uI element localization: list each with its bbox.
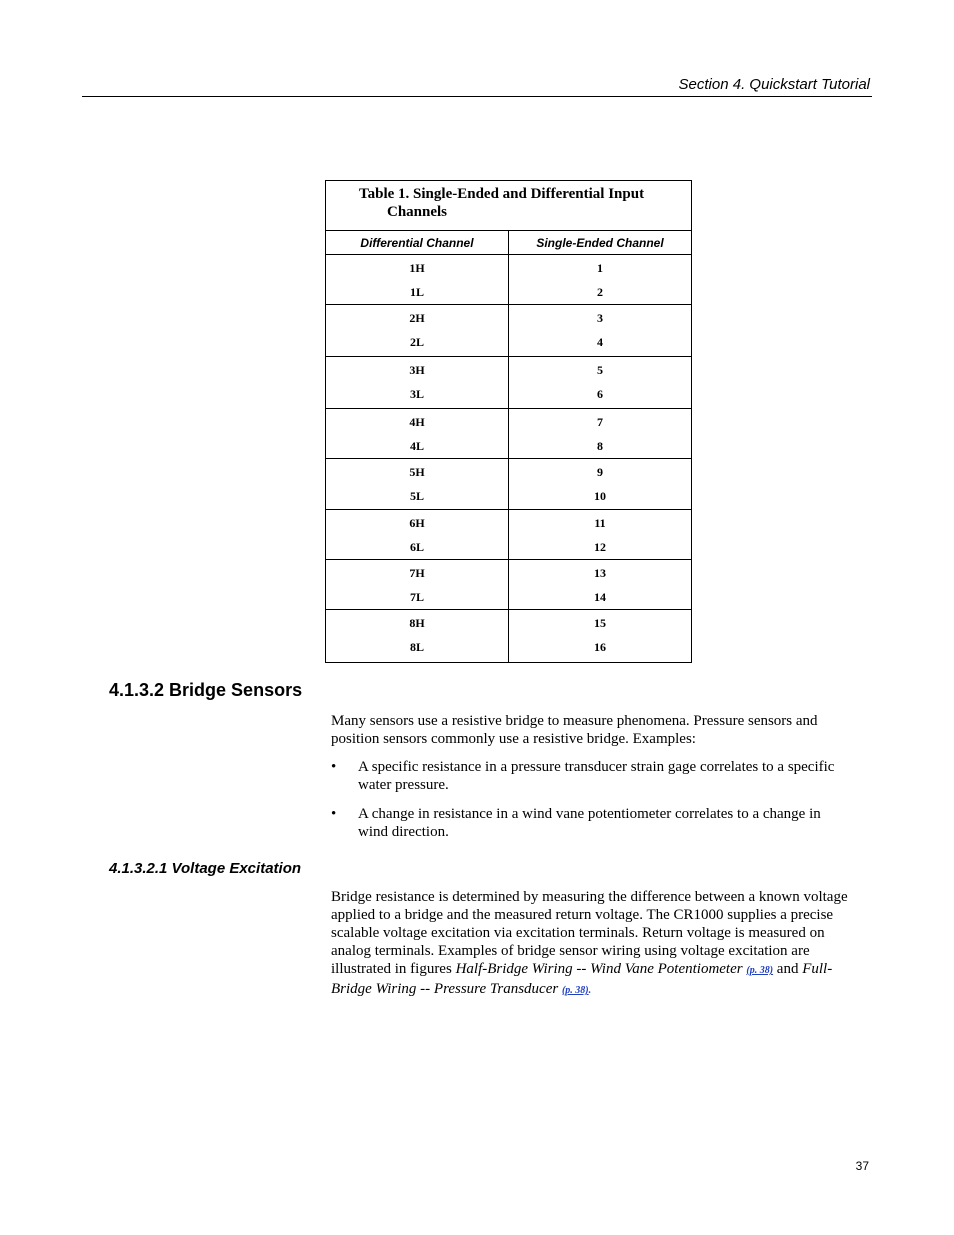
single-ended-channel-value: 9 [597, 465, 603, 479]
table-row [326, 610, 692, 663]
table-caption-line2: Channels [387, 204, 448, 220]
differential-channel-value: 8H [409, 616, 425, 630]
single-ended-channel-value: 14 [594, 590, 606, 604]
differential-channel-value: 2L [409, 335, 424, 349]
single-ended-channel-cell [509, 357, 692, 409]
page-ref-link-full-bridge[interactable]: (p. 38) [561, 985, 589, 996]
single-ended-channel-cell [509, 560, 692, 610]
figure-title-half-bridge: Half-Bridge Wiring -- Wind Vane Potentiometer [455, 961, 743, 977]
differential-channel-value: 1L [409, 285, 424, 299]
differential-channel-cell [326, 510, 509, 560]
differential-channel-value: 2H [409, 311, 425, 325]
bridge-intro-paragraph: Many sensors use a resistive bridge to measure phenomena. Pressure sensors and position sensors commonly use a resistive bridge. Examples: [331, 713, 818, 747]
single-ended-channel-value: 16 [594, 640, 606, 654]
differential-channel-cell [326, 357, 509, 409]
bullet-icon: • [331, 806, 337, 822]
list-item-text: A change in resistance in a wind vane potentiometer correlates to a change in wind direction. [358, 806, 821, 840]
excitation-end-period: . [588, 985, 592, 996]
column-header-single-ended: Single-Ended Channel [509, 231, 692, 255]
single-ended-channel-value: 12 [594, 540, 606, 554]
table-caption [326, 181, 692, 231]
differential-channel-cell [326, 409, 509, 459]
table-row [326, 357, 692, 409]
differential-channel-value: 8L [409, 640, 424, 654]
single-ended-channel-cell [509, 459, 692, 510]
differential-channel-cell [326, 560, 509, 610]
differential-channel-value: 6L [409, 540, 424, 554]
table-row [326, 409, 692, 459]
voltage-excitation-heading: 4.1.3.2.1 Voltage Excitation [109, 860, 302, 877]
single-ended-channel-cell [509, 510, 692, 560]
differential-channel-value: 1H [409, 261, 425, 275]
single-ended-channel-value: 8 [597, 439, 603, 453]
single-ended-channel-value: 6 [597, 387, 603, 401]
excitation-joiner: and [773, 961, 803, 977]
header-rule [82, 96, 872, 97]
single-ended-channel-value: 7 [597, 415, 603, 429]
differential-channel-value: 4H [409, 415, 425, 429]
column-header-differential: Differential Channel [326, 231, 509, 255]
differential-channel-value: 3H [409, 363, 425, 377]
differential-channel-value: 7H [409, 566, 425, 580]
single-ended-channel-value: 11 [594, 516, 606, 530]
single-ended-channel-cell [509, 305, 692, 357]
single-ended-channel-value: 2 [597, 285, 603, 299]
single-ended-channel-cell [509, 610, 692, 663]
differential-channel-value: 5H [409, 465, 425, 479]
figure-title-full-bridge: Full-Bridge Wiring -- Pressure Transducer [331, 961, 833, 997]
list-item-text: A specific resistance in a pressure transducer strain gage correlates to a specific water pressure. [358, 759, 835, 793]
single-ended-channel-value: 1 [597, 261, 603, 275]
table-row [326, 560, 692, 610]
differential-channel-cell [326, 255, 509, 305]
single-ended-channel-value: 5 [597, 363, 603, 377]
table-row [326, 305, 692, 357]
table-row [326, 459, 692, 510]
single-ended-channel-value: 10 [594, 489, 606, 503]
single-ended-channel-value: 13 [594, 566, 606, 580]
single-ended-channel-value: 15 [594, 616, 606, 630]
table-row [326, 255, 692, 305]
table-body [326, 255, 692, 663]
input-channels-table [325, 180, 692, 663]
list-item [331, 758, 851, 794]
differential-channel-value: 4L [409, 439, 424, 453]
single-ended-channel-cell [509, 255, 692, 305]
voltage-excitation-paragraph [331, 888, 851, 1000]
differential-channel-value: 7L [409, 590, 424, 604]
differential-channel-value: 3L [409, 387, 424, 401]
page-ref-link-half-bridge[interactable]: (p. 38) [746, 965, 774, 976]
single-ended-channel-cell [509, 409, 692, 459]
differential-channel-cell [326, 610, 509, 663]
page-number: 37 [855, 1159, 869, 1173]
bullet-icon: • [331, 759, 337, 775]
excitation-text: Bridge resistance is determined by measuring the difference between a known voltage applied to a bridge and the measured return voltage. The CR1000 supplies a precise scalable voltage excitation via excitation terminals. Return voltage is measured on analog terminals. Examples of bridge sensor wiring using voltage excitation are illustrated in figures [331, 889, 848, 977]
table-row [326, 510, 692, 560]
table-caption-line1: Table 1. Single-Ended and Differential Input [359, 186, 645, 202]
differential-channel-cell [326, 305, 509, 357]
list-item [331, 805, 851, 841]
single-ended-channel-value: 4 [597, 335, 603, 349]
bridge-sensors-heading: 4.1.3.2 Bridge Sensors [109, 680, 303, 700]
bridge-examples-list [331, 758, 851, 852]
differential-channel-cell [326, 459, 509, 510]
page-header-title: Section 4. Quickstart Tutorial [678, 76, 870, 93]
differential-channel-value: 6H [409, 516, 425, 530]
single-ended-channel-value: 3 [597, 311, 603, 325]
differential-channel-value: 5L [409, 489, 424, 503]
